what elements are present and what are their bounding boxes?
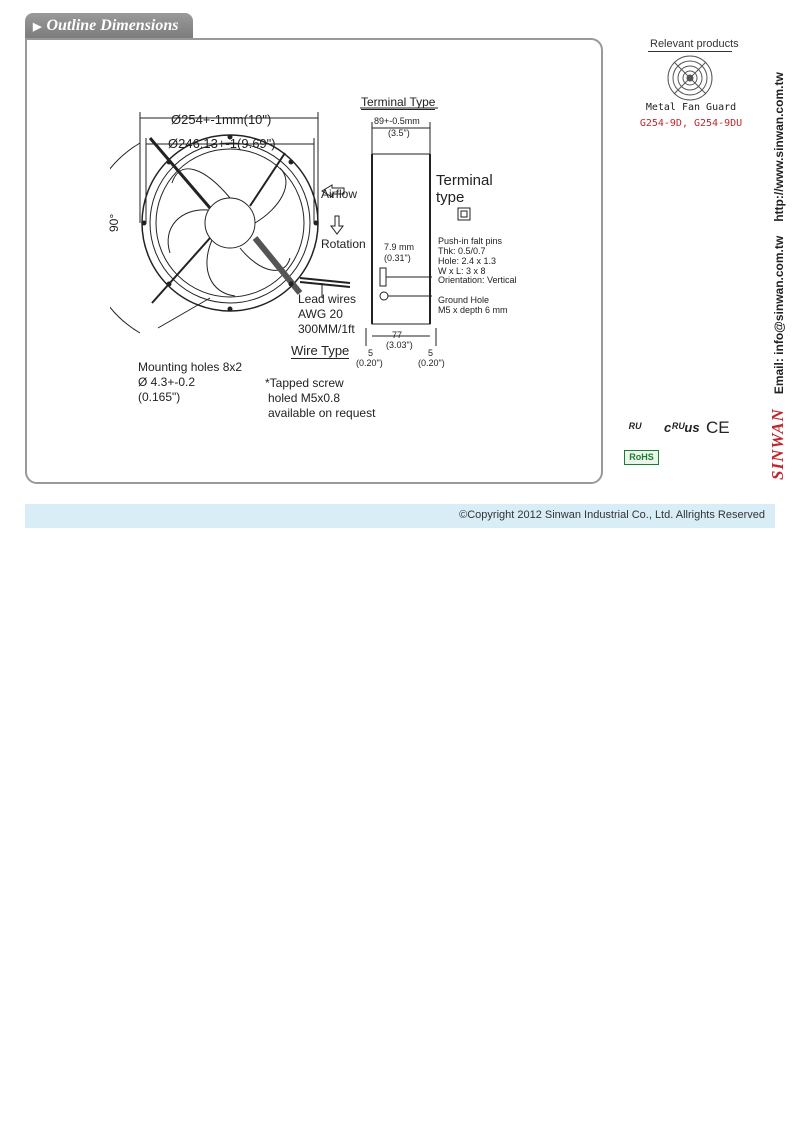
mounting-inch-line: (0.165"): [138, 390, 181, 404]
tapped-line-2: holed M5x0.8: [268, 391, 341, 405]
tapped-line-3: available on request: [268, 406, 376, 420]
ground-line-1: Ground Hole: [438, 295, 490, 305]
pins-line-2: Thk: 0.5/0.7: [438, 246, 486, 256]
dim-outer-diameter: Ø254+-1mm(10"): [171, 112, 272, 127]
section-title: Outline Dimensions: [46, 17, 179, 34]
dim-5-left-inch: (0.20"): [356, 358, 383, 368]
awg-line: AWG 20: [298, 307, 343, 321]
copyright-text: ©Copyright 2012 Sinwan Industrial Co., Ltd. Allrights Reserved: [459, 509, 765, 521]
angle-label: 90°: [107, 213, 121, 232]
pin-spacing-mm: 7.9 mm: [384, 242, 415, 252]
mounting-diameter-line: Ø 4.3+-0.2: [138, 375, 196, 389]
rohs-badge: RoHS: [624, 450, 659, 465]
pins-line-1: Push-in falt pins: [438, 236, 503, 246]
section-tab: [25, 13, 193, 39]
wire-type-heading: Wire Type: [291, 343, 350, 358]
fan-guard-name: Metal Fan Guard: [645, 102, 737, 113]
relevant-products-underline: [648, 51, 732, 52]
relevant-products-title: Relevant products: [650, 38, 739, 50]
rotation-label: Rotation: [321, 237, 366, 251]
website-text[interactable]: http://www.sinwan.com.tw: [772, 72, 786, 222]
lead-wires-line: Lead wires: [298, 292, 357, 306]
depth-mm: 89+-0.5mm: [374, 116, 420, 126]
pins-line-4: W x L: 3 x 8: [438, 266, 486, 276]
terminal-type-heading: Terminal Type: [361, 95, 436, 109]
terminal-type-line-1: Terminal: [436, 172, 493, 189]
footer-bar: [25, 504, 775, 528]
dim-5-right: 5: [428, 348, 434, 358]
dim-5-left: 5: [368, 348, 374, 358]
fan-guard-icon[interactable]: [666, 54, 714, 102]
pin-spacing-inch: (0.31"): [384, 253, 411, 263]
mounting-holes-line: Mounting holes 8x2: [138, 360, 243, 374]
dim-5-right-inch: (0.20"): [418, 358, 445, 368]
pins-line-3: Hole: 2.4 x 1.3: [438, 256, 497, 266]
triangle-icon: ▶: [33, 21, 42, 33]
email-text[interactable]: Email: info@sinwan.com.tw: [772, 235, 786, 395]
cul-logo: cᴿᵁus: [664, 420, 700, 435]
dim-77: 77: [392, 330, 403, 340]
dim-inner-diameter: Ø246.13+-1(9.69"): [168, 136, 276, 151]
dim-77-inch: (3.03"): [386, 340, 413, 350]
ce-logo: CE: [706, 418, 730, 437]
brand-logo: SINWAN: [768, 408, 787, 480]
airflow-label: Airflow: [321, 187, 358, 201]
ul-logo: ᴿᵁ: [628, 420, 642, 435]
depth-inch: (3.5"): [388, 128, 410, 138]
fan-guard-models[interactable]: G254-9D, G254-9DU: [639, 118, 743, 129]
vertical-contact-strip: [768, 72, 788, 480]
ground-line-2: M5 x depth 6 mm: [438, 305, 508, 315]
length-line: 300MM/1ft: [298, 322, 355, 336]
tapped-line-1: *Tapped screw: [265, 376, 344, 390]
terminal-type-line-2: type: [436, 189, 465, 206]
pins-line-5: Orientation: Vertical: [438, 275, 517, 285]
